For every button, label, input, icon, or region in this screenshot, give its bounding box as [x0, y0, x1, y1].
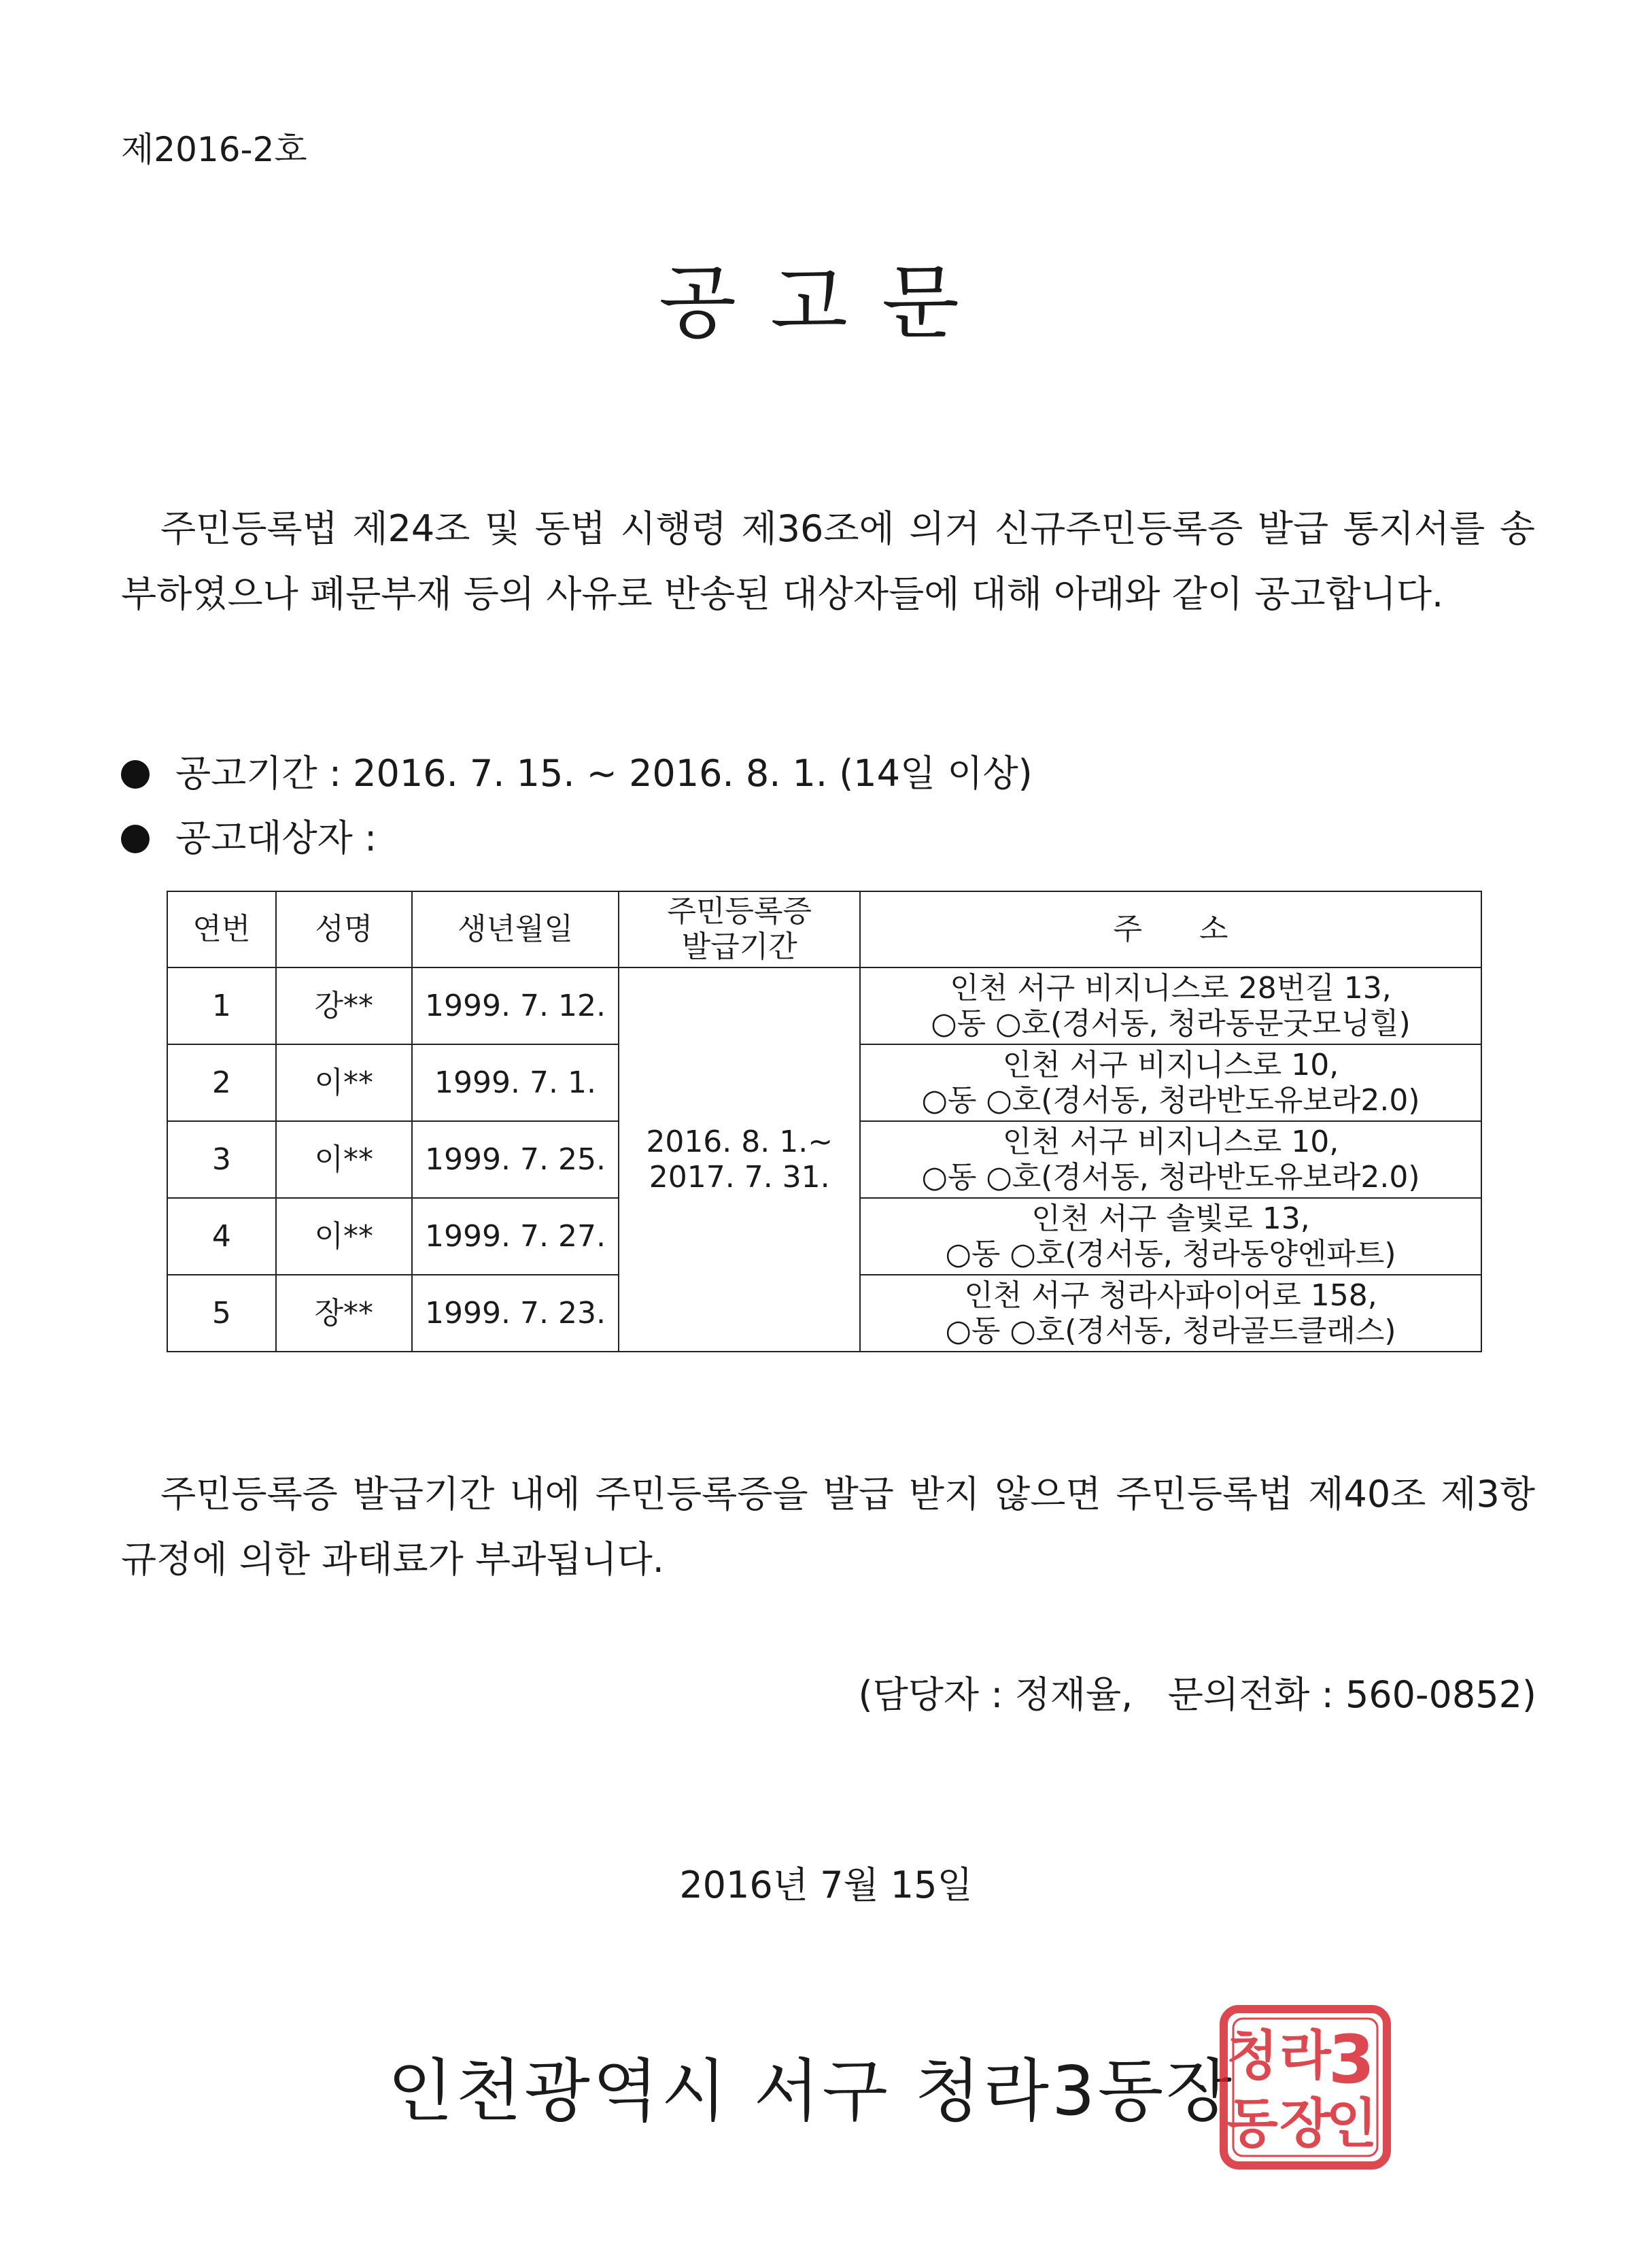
cell-no: 1 [167, 967, 276, 1044]
cell-name: 이** [276, 1121, 412, 1198]
official-seal-icon [1217, 2002, 1394, 2172]
issue-period-line1: 2016. 8. 1.~ [646, 1124, 833, 1159]
svg-text:라: 라 [1279, 2025, 1331, 2087]
cell-birth: 1999. 7. 1. [412, 1044, 619, 1121]
address-line2: ○동 ○호(경서동, 청라골드클래스) [945, 1313, 1396, 1348]
table-header-row [167, 891, 1481, 967]
cell-birth: 1999. 7. 27. [412, 1198, 619, 1275]
header-issue-period-line1: 주민등록증 [667, 894, 812, 929]
header-name: 성명 [276, 891, 412, 967]
cell-birth: 1999. 7. 23. [412, 1275, 619, 1352]
intro-paragraph: 주민등록법 제24조 및 동법 시행령 제36조에 의거 신규주민등록증 발급 통지서를 송부하였으나 폐문부재 등의 사유로 반송된 대상자들에 대해 아래와 같이 공고합니다. [121, 507, 1535, 615]
cell-birth: 1999. 7. 12. [412, 967, 619, 1044]
address-line1: 인천 서구 비지니스로 28번길 13, [950, 970, 1392, 1006]
address-line1: 인천 서구 비지니스로 10, [1002, 1124, 1339, 1159]
target-table [167, 891, 1482, 1352]
cell-no: 2 [167, 1044, 276, 1121]
address-line2: ○동 ○호(경서동, 청라동양엔파트) [945, 1236, 1396, 1271]
notice-period-line [121, 744, 1033, 797]
issue-period-line2: 2017. 7. 31. [649, 1159, 830, 1195]
bullet-icon [121, 825, 150, 853]
address-line2: ○동 ○호(경서동, 청라반도유보라2.0) [921, 1159, 1420, 1195]
address-line1: 인천 서구 솔빛로 13, [1031, 1201, 1310, 1236]
svg-text:인: 인 [1326, 2093, 1377, 2155]
cell-no: 3 [167, 1121, 276, 1198]
notice-period-text: 공고기간 : 2016. 7. 15. ~ 2016. 8. 1. (14일 이상) [175, 752, 1033, 795]
header-issue-period [619, 891, 860, 967]
cell-issue-period [619, 967, 860, 1352]
contact-info: (담당자 : 정재율, 문의전화 : 560-0852) [858, 1673, 1536, 1716]
cell-address [860, 1121, 1481, 1198]
table-row [167, 967, 1481, 1044]
header-no: 연번 [167, 891, 276, 967]
svg-text:청: 청 [1226, 2025, 1278, 2087]
bullet-icon [121, 760, 150, 789]
cell-address [860, 967, 1481, 1044]
outro-paragraph: 주민등록증 발급기간 내에 주민등록증을 발급 받지 않으면 주민등록법 제40조 제3항 규정에 의한 과태료가 부과됩니다. [121, 1473, 1535, 1581]
targets-label: 공고대상자 : [175, 817, 377, 859]
cell-name: 이** [276, 1198, 412, 1275]
svg-text:장: 장 [1279, 2093, 1331, 2155]
header-address: 주 소 [860, 891, 1481, 967]
targets-line [121, 809, 377, 861]
cell-no: 5 [167, 1275, 276, 1352]
header-issue-period-line2: 발급기간 [681, 929, 797, 964]
svg-text:3: 3 [1328, 2021, 1375, 2099]
cell-name: 강** [276, 967, 412, 1044]
address-line1: 인천 서구 청라사파이어로 158, [964, 1278, 1377, 1313]
cell-address [860, 1198, 1481, 1275]
address-line2: ○동 ○호(경서동, 청라동문굿모닝힐) [931, 1006, 1411, 1041]
page-title: 공고문 [659, 256, 993, 349]
issue-date: 2016년 7월 15일 [679, 1864, 973, 1906]
document-number: 제2016-2호 [121, 130, 307, 169]
cell-birth: 1999. 7. 25. [412, 1121, 619, 1198]
header-birth: 생년월일 [412, 891, 619, 967]
svg-text:동: 동 [1226, 2093, 1278, 2155]
issuer-name: 인천광역시 서구 청라3동장 [388, 2051, 1235, 2131]
cell-name: 장** [276, 1275, 412, 1352]
address-line1: 인천 서구 비지니스로 10, [1002, 1047, 1339, 1082]
cell-name: 이** [276, 1044, 412, 1121]
cell-address [860, 1275, 1481, 1352]
cell-address [860, 1044, 1481, 1121]
cell-no: 4 [167, 1198, 276, 1275]
address-line2: ○동 ○호(경서동, 청라반도유보라2.0) [921, 1082, 1420, 1118]
